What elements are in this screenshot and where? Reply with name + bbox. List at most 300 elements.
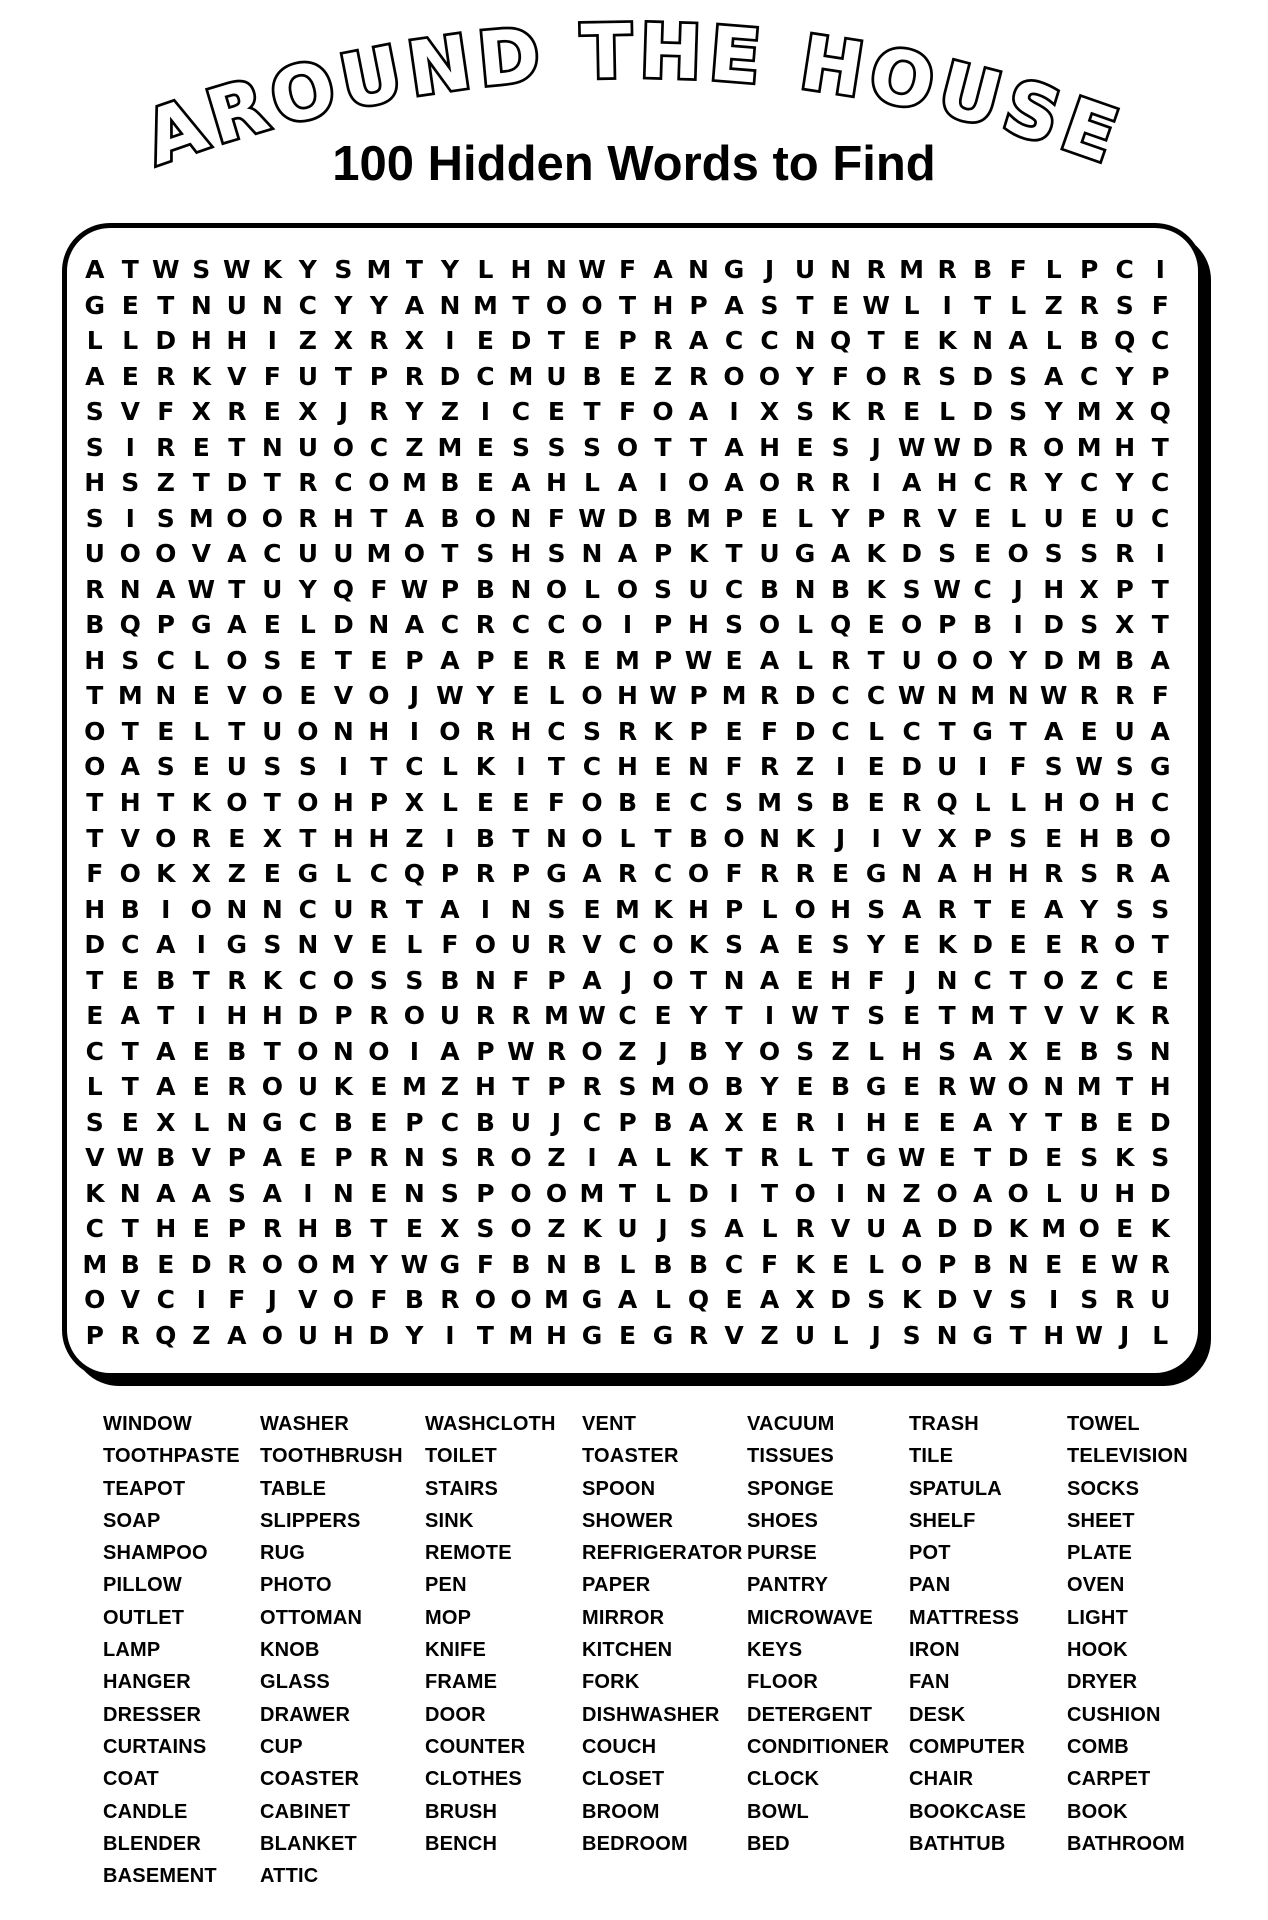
- grid-letter: R: [1079, 681, 1099, 711]
- grid-letter: O: [1007, 539, 1029, 569]
- grid-letter: U: [794, 255, 816, 285]
- grid-letter: P: [689, 716, 708, 746]
- grid-letter: Y: [369, 1249, 388, 1279]
- grid-letter: S: [227, 1178, 246, 1208]
- grid-letter: R: [475, 610, 496, 640]
- grid-letter: Z: [653, 361, 673, 391]
- grid-letter: A: [156, 930, 176, 960]
- grid-letter: E: [903, 397, 921, 427]
- grid-letter: A: [440, 1036, 460, 1066]
- grid-letter: C: [973, 574, 992, 604]
- grid-letter: F: [867, 965, 885, 995]
- grid-letter: J: [267, 1285, 277, 1315]
- grid-letter: Y: [298, 574, 317, 604]
- grid-letter: E: [583, 326, 601, 356]
- grid-letter: B: [582, 1249, 602, 1279]
- grid-letter: H: [84, 645, 106, 675]
- grid-letter: L: [548, 681, 565, 711]
- grid-letter: G: [84, 290, 106, 320]
- grid-letter: O: [155, 539, 177, 569]
- grid-letter: Y: [1009, 645, 1028, 675]
- grid-letter: D: [794, 681, 816, 711]
- grid-letter: E: [405, 1214, 423, 1244]
- grid-letter: M: [508, 1320, 534, 1350]
- word-list-item: MATTRESS: [909, 1606, 1020, 1629]
- grid-letter: P: [156, 610, 175, 640]
- grid-letter: D: [1043, 610, 1065, 640]
- grid-letter: T: [512, 823, 530, 853]
- grid-letter: H: [1043, 574, 1065, 604]
- grid-letter: C: [582, 1107, 602, 1137]
- grid-letter: S: [831, 930, 850, 960]
- grid-letter: A: [901, 894, 922, 924]
- grid-letter: O: [1007, 1178, 1029, 1208]
- grid-letter: M: [401, 468, 427, 498]
- grid-letter: H: [1114, 1178, 1136, 1208]
- grid-letter: H: [617, 752, 638, 782]
- grid-letter: O: [758, 361, 781, 391]
- grid-letter: V: [227, 681, 247, 711]
- word-list-item: FORK: [582, 1671, 640, 1694]
- grid-letter: E: [370, 930, 388, 960]
- grid-letter: P: [866, 503, 886, 533]
- grid-letter: V: [227, 361, 247, 391]
- grid-letter: O: [510, 1285, 532, 1315]
- grid-letter: U: [794, 1320, 816, 1350]
- grid-letter: B: [227, 1036, 247, 1066]
- grid-letter: N: [865, 1178, 887, 1208]
- grid-letter: E: [796, 1072, 814, 1102]
- grid-letter: N: [759, 823, 781, 853]
- grid-letter: E: [832, 290, 850, 320]
- grid-letter: P: [476, 1178, 495, 1208]
- grid-letter: Y: [440, 255, 459, 285]
- grid-letter: I: [587, 1143, 597, 1173]
- grid-letter: T: [1009, 1001, 1027, 1031]
- grid-letter: O: [297, 787, 319, 817]
- grid-letter: S: [440, 1178, 459, 1208]
- grid-letter: X: [1008, 1036, 1028, 1066]
- grid-letter: E: [654, 787, 672, 817]
- puzzle-header: [0, 0, 1268, 230]
- grid-letter: W: [1075, 752, 1103, 782]
- grid-letter: P: [937, 610, 957, 640]
- grid-letter: L: [868, 716, 885, 746]
- grid-letter: M: [1076, 397, 1102, 427]
- grid-letter: Z: [547, 1143, 566, 1173]
- grid-letter: E: [370, 645, 388, 675]
- grid-letter: T: [974, 290, 992, 320]
- grid-letter: L: [797, 503, 814, 533]
- grid-letter: K: [901, 1285, 922, 1315]
- grid-letter: Z: [760, 1320, 779, 1350]
- grid-letter: I: [622, 610, 633, 640]
- grid-letter: O: [297, 716, 319, 746]
- grid-letter: J: [1120, 1320, 1130, 1350]
- grid-letter: P: [689, 290, 708, 320]
- grid-letter: O: [581, 681, 603, 711]
- grid-letter: X: [404, 787, 425, 817]
- grid-letter: O: [1043, 432, 1065, 462]
- grid-letter: D: [830, 1285, 851, 1315]
- grid-letter: Y: [831, 503, 850, 533]
- grid-letter: S: [689, 1214, 708, 1244]
- grid-letter: T: [618, 1178, 637, 1208]
- word-list-item: BLANKET: [260, 1832, 357, 1855]
- grid-letter: K: [653, 716, 673, 746]
- grid-letter: P: [937, 1249, 957, 1279]
- grid-letter: O: [545, 1178, 568, 1208]
- grid-letter: O: [581, 1036, 603, 1066]
- grid-letter: O: [119, 539, 141, 569]
- grid-letter: U: [226, 752, 247, 782]
- grid-letter: L: [584, 468, 600, 498]
- grid-letter: N: [936, 681, 958, 711]
- grid-letter: P: [405, 1107, 424, 1137]
- grid-letter: R: [546, 645, 567, 675]
- grid-letter: M: [579, 1178, 605, 1208]
- grid-letter: S: [760, 290, 779, 320]
- grid-letter: P: [618, 1107, 637, 1137]
- word-list-item: LAMP: [103, 1639, 161, 1662]
- grid-letter: T: [725, 1001, 743, 1031]
- grid-letter: E: [1080, 716, 1098, 746]
- grid-letter: S: [156, 752, 175, 782]
- grid-letter: R: [1008, 432, 1028, 462]
- grid-letter: F: [725, 752, 743, 782]
- grid-letter: N: [545, 255, 567, 285]
- grid-letter: C: [831, 681, 850, 711]
- word-list-item: TRASH: [909, 1413, 979, 1435]
- grid-letter: R: [369, 1143, 389, 1173]
- grid-letter: E: [796, 930, 814, 960]
- grid-letter: B: [1079, 1036, 1099, 1066]
- grid-letter: V: [120, 1285, 140, 1315]
- grid-letter: R: [937, 894, 957, 924]
- grid-letter: A: [582, 859, 602, 889]
- grid-letter: R: [440, 1285, 460, 1315]
- grid-letter: H: [688, 610, 709, 640]
- grid-letter: O: [190, 894, 212, 924]
- grid-letter: G: [652, 1320, 674, 1350]
- grid-letter: X: [262, 823, 282, 853]
- grid-letter: V: [333, 681, 354, 711]
- grid-letter: M: [82, 1249, 108, 1279]
- grid-letter: I: [942, 290, 952, 320]
- grid-letter: K: [1150, 1214, 1170, 1244]
- grid-letter: A: [617, 468, 638, 498]
- grid-letter: B: [440, 468, 460, 498]
- grid-letter: L: [1010, 787, 1027, 817]
- grid-letter: R: [1008, 468, 1028, 498]
- grid-letter: I: [835, 752, 846, 782]
- word-list-item: HANGER: [103, 1671, 191, 1694]
- grid-letter: H: [1043, 1320, 1065, 1350]
- grid-letter: F: [86, 859, 104, 889]
- grid-letter: N: [936, 1320, 958, 1350]
- grid-letter: R: [653, 326, 673, 356]
- grid-letter: F: [370, 1285, 388, 1315]
- grid-letter: O: [972, 645, 994, 675]
- grid-letter: O: [652, 930, 674, 960]
- grid-letter: D: [1043, 645, 1065, 675]
- grid-letter: I: [871, 468, 881, 498]
- grid-letter: P: [369, 361, 389, 391]
- grid-letter: T: [761, 1178, 779, 1208]
- grid-letter: Y: [369, 290, 388, 320]
- grid-letter: S: [440, 1143, 459, 1173]
- grid-letter: E: [903, 1001, 921, 1031]
- grid-letter: S: [298, 752, 317, 782]
- grid-letter: C: [973, 468, 992, 498]
- grid-letter: K: [1115, 1143, 1135, 1173]
- grid-letter: T: [1151, 930, 1169, 960]
- grid-letter: E: [1045, 823, 1063, 853]
- grid-letter: L: [868, 1036, 885, 1066]
- grid-letter: U: [262, 716, 283, 746]
- grid-letter: N: [545, 823, 567, 853]
- grid-letter: Q: [687, 1285, 710, 1315]
- grid-letter: S: [902, 1320, 921, 1350]
- grid-letter: C: [582, 752, 602, 782]
- grid-letter: S: [1151, 1143, 1170, 1173]
- grid-letter: A: [262, 1143, 283, 1173]
- word-list-item: COASTER: [260, 1768, 360, 1791]
- grid-letter: P: [973, 823, 992, 853]
- grid-letter: A: [227, 1320, 247, 1350]
- grid-letter: C: [263, 539, 282, 569]
- grid-letter: N: [261, 894, 283, 924]
- grid-letter: N: [226, 1107, 248, 1137]
- grid-letter: N: [510, 894, 532, 924]
- grid-letter: B: [333, 1107, 353, 1137]
- grid-letter: F: [1151, 290, 1169, 320]
- grid-letter: L: [1045, 326, 1062, 356]
- grid-letter: R: [369, 1001, 389, 1031]
- grid-letter: L: [761, 894, 778, 924]
- word-list-item: TEAPOT: [103, 1477, 186, 1500]
- grid-letter: A: [653, 255, 673, 285]
- grid-letter: N: [1007, 681, 1029, 711]
- grid-letter: O: [226, 787, 248, 817]
- grid-letter: R: [1150, 1249, 1170, 1279]
- grid-letter: L: [655, 1178, 671, 1208]
- grid-letter: E: [547, 397, 565, 427]
- grid-letter: G: [794, 539, 816, 569]
- grid-letter: D: [368, 1320, 390, 1350]
- grid-letter: T: [228, 574, 246, 604]
- word-column-6: [909, 1408, 1069, 1860]
- grid-letter: A: [759, 965, 780, 995]
- grid-letter: N: [368, 610, 390, 640]
- grid-letter: I: [267, 326, 277, 356]
- grid-letter: A: [1044, 894, 1064, 924]
- grid-letter: O: [581, 290, 603, 320]
- grid-letter: K: [333, 1072, 354, 1102]
- grid-letter: W: [507, 1036, 535, 1066]
- grid-letter: L: [619, 823, 636, 853]
- grid-letter: T: [867, 645, 885, 675]
- grid-letter: A: [120, 752, 140, 782]
- grid-letter: E: [86, 1001, 104, 1031]
- word-list-item: WASHCLOTH: [425, 1413, 556, 1435]
- grid-letter: A: [1150, 716, 1170, 746]
- grid-letter: S: [796, 397, 815, 427]
- grid-letter: V: [1079, 1001, 1099, 1031]
- grid-letter: B: [724, 1072, 744, 1102]
- grid-letter: T: [121, 1214, 139, 1244]
- grid-letter: O: [1078, 1214, 1100, 1244]
- grid-letter: D: [972, 1214, 994, 1244]
- grid-letter: R: [1044, 859, 1064, 889]
- grid-letter: E: [974, 503, 992, 533]
- grid-letter: T: [370, 1214, 388, 1244]
- grid-letter: C: [156, 1285, 175, 1315]
- grid-letter: P: [724, 503, 744, 533]
- grid-letter: P: [547, 1072, 566, 1102]
- word-list-item: COUCH: [582, 1735, 657, 1758]
- grid-letter: S: [867, 1001, 886, 1031]
- word-list-item: KITCHEN: [582, 1639, 673, 1662]
- grid-letter: S: [1080, 539, 1099, 569]
- grid-letter: T: [1151, 610, 1169, 640]
- grid-letter: R: [120, 1320, 140, 1350]
- grid-letter: D: [617, 503, 638, 533]
- word-list-item: CONDITIONER: [747, 1735, 890, 1758]
- grid-letter: R: [688, 1320, 709, 1350]
- grid-letter: O: [332, 432, 354, 462]
- grid-letter: G: [226, 930, 248, 960]
- grid-letter: M: [686, 503, 711, 533]
- grid-letter: O: [865, 361, 887, 391]
- grid-letter: P: [227, 1214, 246, 1244]
- grid-letter: N: [155, 681, 177, 711]
- word-list-item: POT: [909, 1542, 951, 1565]
- grid-letter: W: [933, 574, 961, 604]
- grid-letter: S: [476, 1214, 495, 1244]
- grid-letter: Z: [831, 1036, 850, 1066]
- grid-letter: T: [654, 432, 672, 462]
- word-list-item: COMB: [1067, 1735, 1129, 1758]
- grid-letter: M: [970, 681, 996, 711]
- grid-letter: O: [510, 1214, 532, 1244]
- grid-letter: T: [405, 255, 423, 285]
- grid-letter: I: [1155, 539, 1165, 569]
- grid-letter: C: [1080, 361, 1099, 391]
- grid-letter: N: [1149, 1036, 1171, 1066]
- word-list-item: IRON: [909, 1639, 960, 1662]
- grid-letter: A: [688, 397, 709, 427]
- grid-letter: Z: [405, 432, 424, 462]
- grid-letter: W: [400, 574, 429, 604]
- page-title: AROUND THE HOUSE: [134, 8, 1134, 182]
- grid-letter: E: [832, 1249, 850, 1279]
- grid-letter: M: [366, 255, 392, 285]
- word-list-item: SHAMPOO: [103, 1542, 208, 1565]
- grid-letter: N: [936, 965, 958, 995]
- grid-letter: E: [583, 894, 601, 924]
- word-list-item: WASHER: [260, 1413, 349, 1435]
- grid-letter: Y: [1044, 468, 1063, 498]
- grid-letter: J: [658, 1036, 668, 1066]
- grid-letter: U: [617, 1214, 638, 1244]
- grid-letter: X: [724, 1107, 744, 1137]
- grid-letter: Y: [724, 1036, 744, 1066]
- grid-letter: C: [1080, 468, 1099, 498]
- grid-letter: Z: [902, 1178, 921, 1208]
- word-list-item: OUTLET: [103, 1606, 185, 1629]
- grid-letter: J: [338, 397, 349, 427]
- grid-letter: P: [547, 965, 566, 995]
- word-list-item: SINK: [425, 1509, 474, 1532]
- grid-letter: V: [85, 1143, 105, 1173]
- grid-letter: N: [119, 1178, 141, 1208]
- grid-letter: I: [729, 1178, 739, 1208]
- grid-letter: O: [368, 468, 390, 498]
- grid-letter: P: [227, 1143, 246, 1173]
- grid-letter: S: [476, 539, 495, 569]
- grid-letter: E: [157, 716, 175, 746]
- grid-letter: R: [1115, 859, 1135, 889]
- grid-letter: H: [1114, 787, 1136, 817]
- grid-letter: H: [759, 432, 781, 462]
- grid-letter: A: [1150, 859, 1170, 889]
- grid-letter: E: [1080, 1249, 1098, 1279]
- grid-letter: E: [121, 965, 139, 995]
- word-list-item: FAN: [909, 1671, 950, 1694]
- grid-letter: J: [835, 823, 846, 853]
- grid-letter: R: [759, 1143, 780, 1173]
- grid-letter: Y: [405, 1320, 424, 1350]
- grid-letter: A: [901, 468, 922, 498]
- grid-letter: Z: [1080, 965, 1099, 995]
- grid-letter: Z: [547, 1214, 566, 1244]
- grid-letter: X: [333, 326, 353, 356]
- grid-letter: E: [1116, 1214, 1134, 1244]
- grid-letter: D: [972, 930, 994, 960]
- grid-letter: O: [403, 539, 426, 569]
- grid-letter: E: [476, 468, 494, 498]
- word-list-item: BOOK: [1067, 1800, 1128, 1823]
- word-list-item: SHOWER: [582, 1509, 674, 1532]
- grid-letter: T: [547, 326, 565, 356]
- grid-letter: D: [1149, 1178, 1171, 1208]
- grid-letter: A: [582, 965, 602, 995]
- grid-letter: L: [761, 1214, 778, 1244]
- grid-letter: U: [262, 574, 283, 604]
- word-list-item: CLOTHES: [425, 1768, 522, 1791]
- grid-letter: R: [795, 468, 815, 498]
- word-list-item: BATHROOM: [1067, 1832, 1185, 1855]
- grid-letter: C: [1115, 255, 1134, 285]
- grid-letter: L: [1010, 290, 1027, 320]
- grid-letter: H: [332, 787, 354, 817]
- grid-letter: T: [334, 645, 352, 675]
- grid-letter: D: [936, 1214, 958, 1244]
- grid-letter: H: [119, 787, 141, 817]
- grid-letter: C: [298, 290, 318, 320]
- grid-letter: L: [797, 1143, 814, 1173]
- word-list-item: PILLOW: [103, 1574, 182, 1597]
- grid-letter: K: [191, 361, 211, 391]
- grid-letter: G: [723, 255, 745, 285]
- grid-letter: A: [972, 1036, 993, 1066]
- grid-letter: U: [688, 574, 709, 604]
- grid-letter: T: [86, 823, 104, 853]
- grid-letter: O: [758, 468, 781, 498]
- grid-letter: A: [85, 255, 105, 285]
- grid-letter: P: [653, 610, 673, 640]
